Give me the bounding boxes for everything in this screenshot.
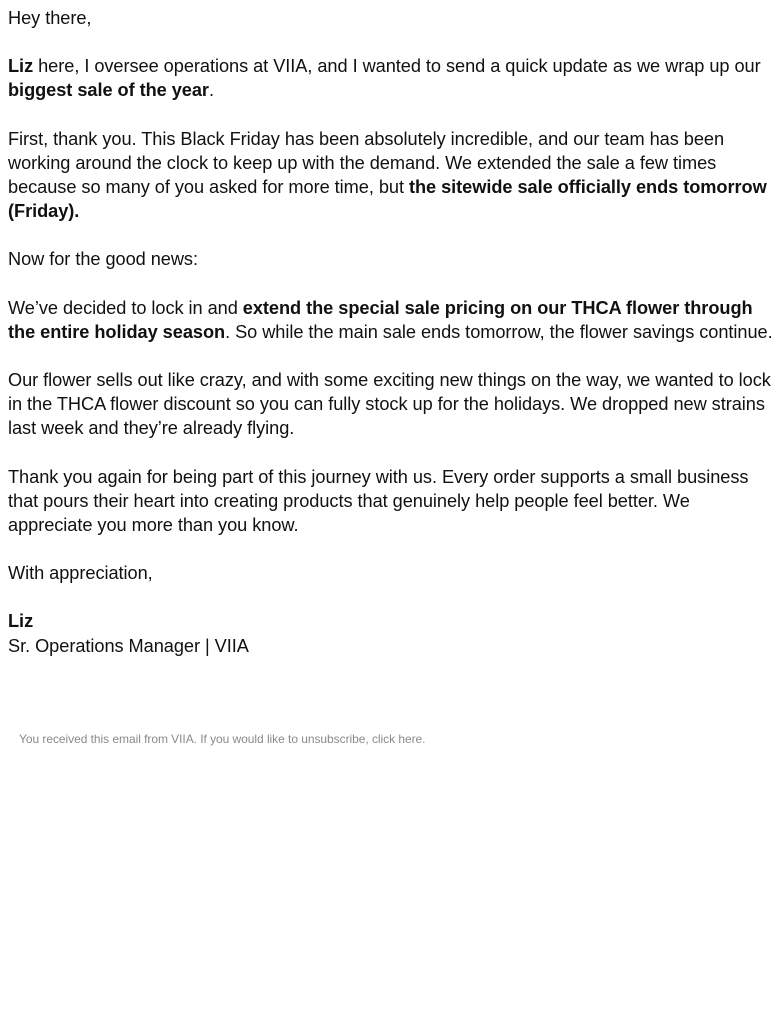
signature bbox=[8, 609, 776, 657]
extend-paragraph bbox=[8, 296, 776, 344]
thanks-text: First, thank you. This Black Friday has been absolutely incredible, and our team has been working around the clock to keep up with the demand. We extended the sale a few times because so many of you asked for more time, but bbox=[8, 128, 725, 198]
intro-paragraph bbox=[8, 54, 776, 102]
intro-end: . bbox=[208, 80, 214, 101]
extend-highlight: extend the special sale pricing on our THCA flower through the entire holiday season bbox=[8, 297, 753, 342]
sign-off: With appreciation, bbox=[8, 563, 153, 584]
flower-paragraph: Our flower sells out like crazy, and with some exciting new things on the way, we wanted to lock in the THCA flower discount so you can fully stock up for the holidays. We dropped new strains last week and they’re already flying. bbox=[8, 370, 771, 439]
thanks-paragraph bbox=[8, 127, 776, 224]
good-news-line: Now for the good news: bbox=[8, 249, 198, 270]
signature-title: Sr. Operations Manager | VIIA bbox=[8, 635, 249, 656]
extend-end: . So while the main sale ends tomorrow, the flower savings continue. bbox=[225, 321, 773, 342]
intro-text: here, I oversee operations at VIIA, and I wanted to send a quick update as we wrap up our bbox=[33, 56, 761, 77]
greeting: Hey there, bbox=[8, 8, 92, 28]
unsubscribe-link[interactable]: click here. bbox=[371, 731, 426, 746]
sale-ends-highlight: the sitewide sale officially ends tomorrow (Friday). bbox=[8, 177, 767, 222]
intro-highlight: biggest sale of the year bbox=[8, 80, 209, 101]
email-footer bbox=[8, 731, 776, 747]
sender-name: Liz bbox=[8, 56, 34, 77]
extend-text: We’ve decided to lock in and bbox=[8, 297, 243, 318]
footer-text: You received this email from VIIA. If you would like to unsubscribe, bbox=[19, 731, 372, 746]
signature-name: Liz bbox=[8, 611, 34, 632]
closing-paragraph: Thank you again for being part of this journey with us. Every order supports a small business that pours their heart into creating products that genuinely help people feel better. We appreciate you more than you know. bbox=[8, 466, 749, 536]
